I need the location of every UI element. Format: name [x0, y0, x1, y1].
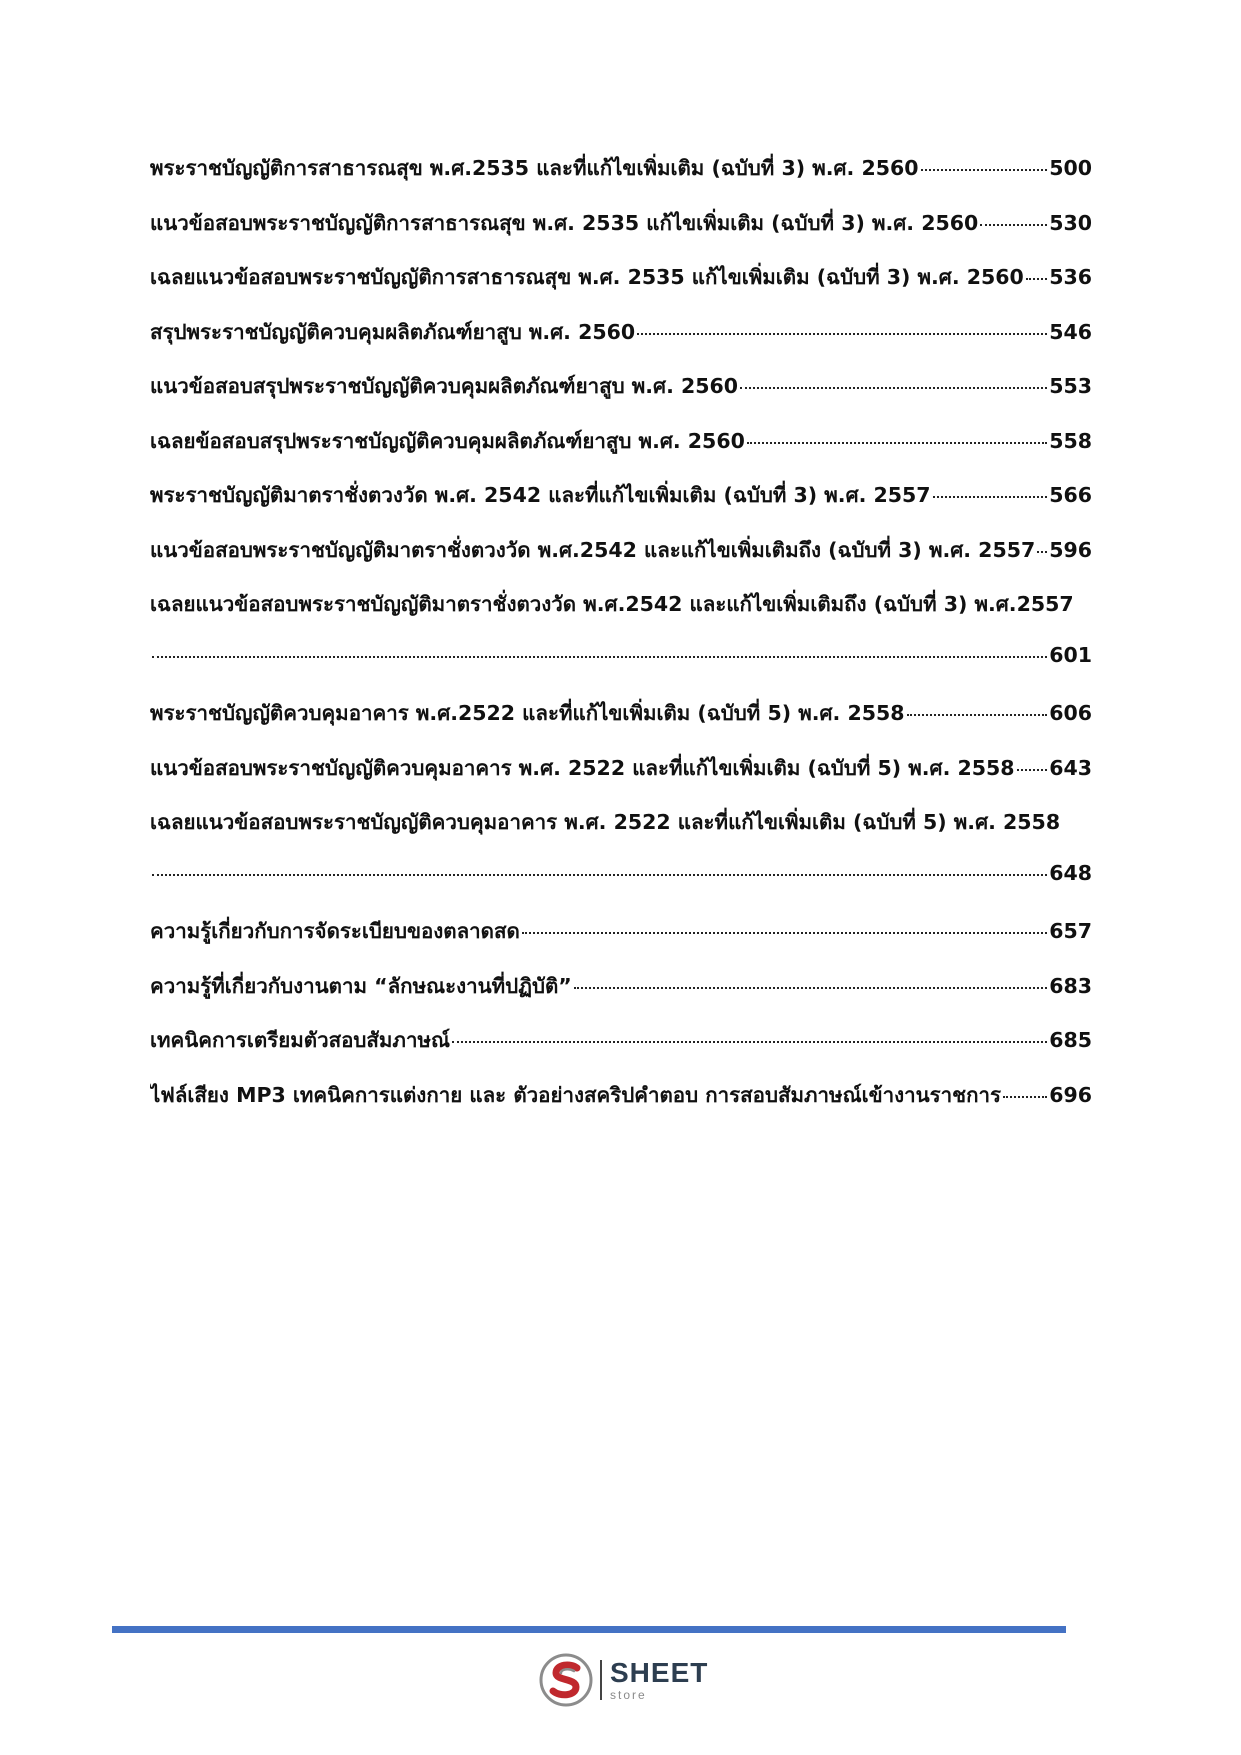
toc-entry[interactable]	[150, 588, 1092, 697]
toc-entry-page: 648	[1049, 860, 1092, 885]
toc-entry-continuation	[150, 643, 1092, 698]
toc-entry-page: 606	[1049, 701, 1092, 725]
toc-entry-page: 546	[1049, 319, 1092, 344]
logo-wordmark	[610, 1659, 708, 1701]
toc-entry-page: 558	[1049, 428, 1092, 453]
logo-sub-text: store	[610, 1688, 647, 1702]
sheet-store-logo	[538, 1652, 708, 1708]
logo-brand-text: SHEET	[610, 1657, 709, 1688]
table-of-contents	[150, 152, 1092, 1133]
dot-leader	[933, 496, 1048, 498]
toc-entry[interactable]	[150, 316, 1092, 371]
dot-leader	[574, 987, 1047, 989]
toc-entry-title: พระราชบัญญัติมาตราชั่งตวงวัด พ.ศ. 2542 และที่แก้ไขเพิ่มเติม (ฉบับที่ 3) พ.ศ. 2557	[150, 483, 931, 507]
toc-entry-page: 530	[1049, 210, 1092, 235]
toc-entry-page: 601	[1049, 642, 1092, 667]
toc-entry-title: เฉลยแนวข้อสอบพระราชบัญญัติมาตราชั่งตวงวัด พ.ศ.2542 และแก้ไขเพิ่มเติมถึง (ฉบับที่ 3) พ.ศ.2557	[150, 592, 1074, 616]
toc-entry-title: พระราชบัญญัติควบคุมอาคาร พ.ศ.2522 และที่แก้ไขเพิ่มเติม (ฉบับที่ 5) พ.ศ. 2558	[150, 701, 905, 725]
dot-leader	[747, 442, 1047, 444]
toc-entry[interactable]	[150, 752, 1092, 807]
toc-entry-page: 596	[1049, 537, 1092, 562]
toc-entry[interactable]	[150, 370, 1092, 425]
toc-entry[interactable]	[150, 915, 1092, 970]
toc-entry-title: แนวข้อสอบสรุปพระราชบัญญัติควบคุมผลิตภัณฑ์ยาสูบ พ.ศ. 2560	[150, 374, 739, 398]
toc-entry-title: เฉลยแนวข้อสอบพระราชบัญญัติการสาธารณสุข พ.ศ. 2535 แก้ไขเพิ่มเติม (ฉบับที่ 3) พ.ศ. 2560	[150, 265, 1024, 289]
toc-entry[interactable]	[150, 806, 1092, 915]
dot-leader	[1037, 551, 1047, 553]
toc-entry[interactable]	[150, 697, 1092, 752]
toc-entry-page: 500	[1049, 156, 1092, 180]
dot-leader	[522, 932, 1047, 934]
toc-entry-title: ไฟล์เสียง MP3 เทคนิคการแต่งกาย และ ตัวอย่างสคริปคำตอบ การสอบสัมภาษณ์เข้างานราชการ	[150, 1082, 1002, 1107]
dot-leader	[1003, 1096, 1047, 1098]
toc-entry-title: แนวข้อสอบพระราชบัญญัติมาตราชั่งตวงวัด พ.ศ.2542 และแก้ไขเพิ่มเติมถึง (ฉบับที่ 3) พ.ศ. 2557	[150, 537, 1036, 562]
toc-entry-page: 696	[1049, 1082, 1092, 1107]
toc-entry-title: แนวข้อสอบพระราชบัญญัติการสาธารณสุข พ.ศ. 2535 แก้ไขเพิ่มเติม (ฉบับที่ 3) พ.ศ. 2560	[150, 210, 979, 235]
toc-entry[interactable]	[150, 425, 1092, 480]
dot-leader	[1026, 278, 1047, 280]
toc-entry[interactable]	[150, 534, 1092, 589]
logo-divider	[600, 1660, 602, 1700]
toc-entry[interactable]	[150, 207, 1092, 262]
toc-entry[interactable]	[150, 1079, 1092, 1134]
dot-leader	[921, 169, 1048, 171]
toc-entry-continuation	[150, 861, 1092, 916]
toc-entry-page: 553	[1049, 374, 1092, 398]
toc-entry-page: 685	[1049, 1028, 1092, 1052]
toc-entry-page: 643	[1049, 755, 1092, 780]
toc-entry[interactable]	[150, 1024, 1092, 1079]
toc-entry-title: เฉลยข้อสอบสรุปพระราชบัญญัติควบคุมผลิตภัณฑ์ยาสูบ พ.ศ. 2560	[150, 428, 745, 453]
toc-entry[interactable]	[150, 479, 1092, 534]
toc-entry-page: 683	[1049, 973, 1092, 998]
dot-leader	[152, 656, 1047, 658]
toc-entry[interactable]	[150, 261, 1092, 316]
toc-entry-page: 536	[1049, 265, 1092, 289]
toc-entry[interactable]	[150, 970, 1092, 1025]
toc-entry[interactable]	[150, 152, 1092, 207]
toc-entry-title: แนวข้อสอบพระราชบัญญัติควบคุมอาคาร พ.ศ. 2522 และที่แก้ไขเพิ่มเติม (ฉบับที่ 5) พ.ศ. 2558	[150, 755, 1015, 780]
dot-leader	[907, 714, 1048, 716]
toc-entry-title: พระราชบัญญัติการสาธารณสุข พ.ศ.2535 และที่แก้ไขเพิ่มเติม (ฉบับที่ 3) พ.ศ. 2560	[150, 156, 919, 180]
dot-leader	[152, 874, 1047, 876]
toc-entry-page: 566	[1049, 483, 1092, 507]
toc-entry-title: สรุปพระราชบัญญัติควบคุมผลิตภัณฑ์ยาสูบ พ.ศ. 2560	[150, 319, 636, 344]
toc-entry-title: เทคนิคการเตรียมตัวสอบสัมภาษณ์	[150, 1028, 450, 1052]
toc-entry-page: 657	[1049, 919, 1092, 943]
toc-entry-title: เฉลยแนวข้อสอบพระราชบัญญัติควบคุมอาคาร พ.ศ. 2522 และที่แก้ไขเพิ่มเติม (ฉบับที่ 5) พ.ศ. 2558	[150, 810, 1061, 834]
dot-leader	[1017, 769, 1048, 771]
sheet-store-s-icon	[538, 1652, 594, 1708]
footer-divider	[112, 1626, 1066, 1633]
dot-leader	[452, 1041, 1047, 1043]
dot-leader	[980, 224, 1047, 226]
dot-leader	[740, 387, 1047, 389]
toc-entry-title: ความรู้ที่เกี่ยวกับงานตาม “ลักษณะงานที่ปฏิบัติ”	[150, 973, 572, 998]
dot-leader	[637, 333, 1047, 335]
toc-entry-title: ความรู้เกี่ยวกับการจัดระเบียบของตลาดสด	[150, 919, 520, 943]
